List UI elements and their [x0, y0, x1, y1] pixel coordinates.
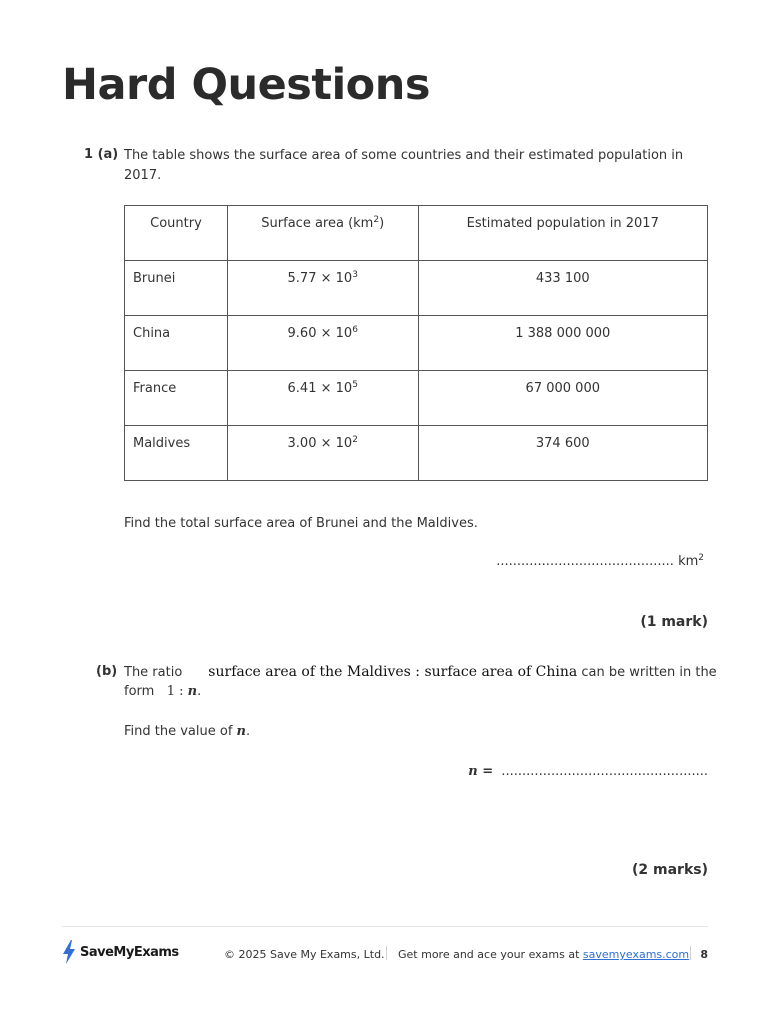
cell-surface-area: $3.00 \times 10^2$ — [227, 426, 418, 481]
question-intro-line2: 2017. — [124, 168, 162, 183]
marks-1a: (1 mark) — [640, 614, 708, 630]
answer-dots: ........................................... — [496, 554, 674, 569]
lightning-bolt-icon — [62, 940, 76, 964]
table-row — [125, 261, 708, 316]
footer — [62, 940, 708, 970]
header-population: Estimated population in 2017 — [418, 206, 707, 261]
table-row — [125, 426, 708, 481]
question-number-1b: (b) — [96, 664, 118, 679]
ratio-expression: surface area of the Maldives : surface area of China — [208, 664, 578, 680]
question-intro-line1: The table shows the surface area of some countries and their estimated population in — [124, 148, 684, 163]
cell-surface-area: $9.60 \times 10^6$ — [227, 316, 418, 371]
logo-text: SaveMyExams — [80, 944, 179, 960]
answer-label: n = — [468, 764, 494, 779]
answer-line-1b[interactable] — [468, 764, 708, 779]
footer-separator — [386, 946, 387, 960]
cell-country: Maldives — [125, 426, 228, 481]
answer-dots: .................................................. — [501, 764, 708, 779]
cell-population: 433 100 — [418, 261, 707, 316]
marks-1b: (2 marks) — [632, 862, 708, 878]
cell-country: France — [125, 371, 228, 426]
cell-population: 1 388 000 000 — [418, 316, 707, 371]
cell-surface-area: $6.41 \times 10^5$ — [227, 371, 418, 426]
question-task-1b: Find the value of n. — [124, 724, 251, 739]
table-row — [125, 371, 708, 426]
page-number: 8 — [700, 948, 708, 961]
footer-separator — [690, 946, 691, 960]
table-header-row — [125, 206, 708, 261]
cell-country: China — [125, 316, 228, 371]
cell-population: 67 000 000 — [418, 371, 707, 426]
answer-unit: $km^2$ — [678, 553, 704, 569]
question-ratio-line2: form 1 : n. — [124, 684, 202, 699]
page-title: Hard Questions — [62, 60, 430, 110]
table-row — [125, 316, 708, 371]
savemyexams-link[interactable]: savemyexams.com — [582, 948, 690, 961]
question-task-1a: Find the total surface area of Brunei and the Maldives. — [124, 516, 478, 531]
cell-surface-area: $5.77 \times 10^3$ — [227, 261, 418, 316]
footer-divider — [62, 926, 708, 927]
savemyexams-logo[interactable] — [62, 940, 179, 964]
header-surface-area: Surface area $(km^2)$ — [227, 206, 418, 261]
cell-population: 374 600 — [418, 426, 707, 481]
header-country: Country — [125, 206, 228, 261]
footer-cta: Get more and ace your exams at savemyexams.com — [398, 948, 690, 961]
question-number-1a: 1 (a) — [84, 147, 119, 162]
cell-country: Brunei — [125, 261, 228, 316]
answer-line-1a[interactable] — [496, 554, 704, 569]
country-table — [124, 205, 708, 481]
copyright-text: © 2025 Save My Exams, Ltd. — [224, 948, 385, 961]
question-ratio-line1: The ratio surface area of the Maldives : surface area of China can be written in the — [124, 664, 717, 680]
